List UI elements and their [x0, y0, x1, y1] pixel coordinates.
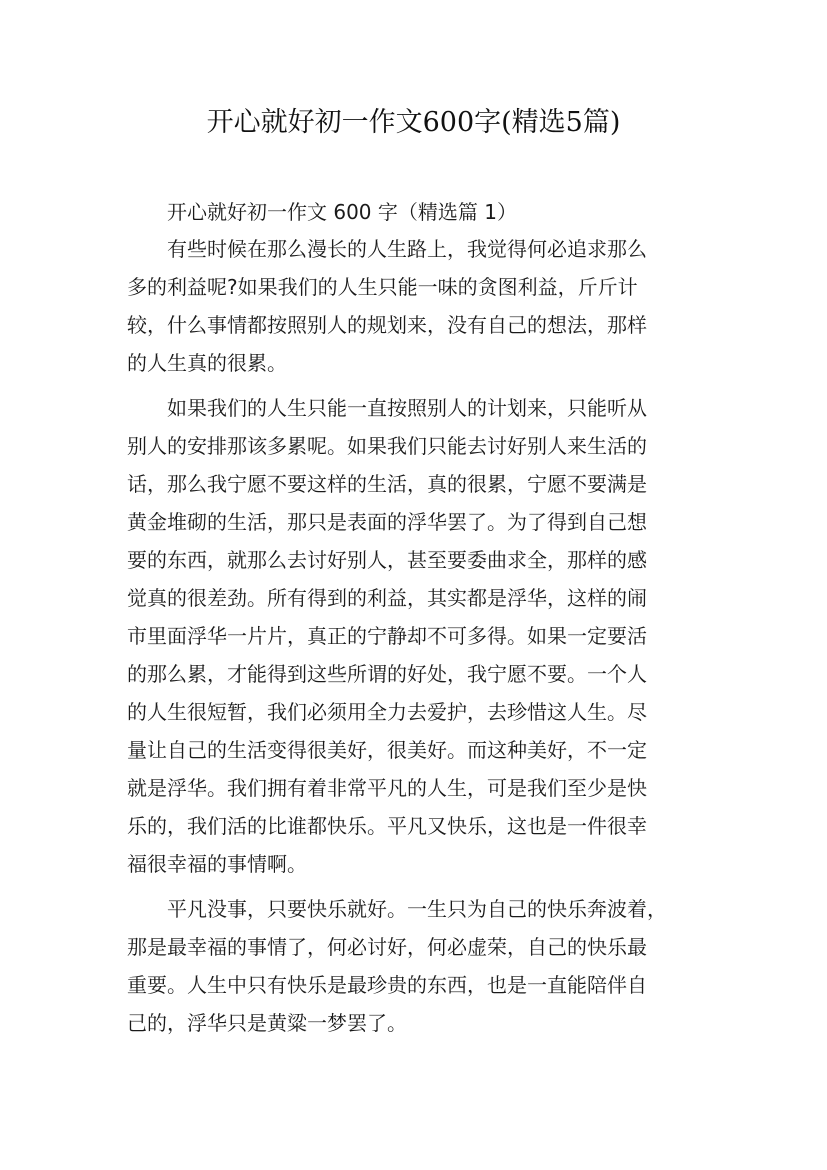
- paragraph-line: 较，什么事情都按照别人的规划来，没有自己的想法，那样: [127, 313, 647, 337]
- paragraph-line: 就是浮华。我们拥有着非常平凡的人生，可是我们至少是快: [127, 776, 647, 800]
- paragraph-line: 重要。人生中只有快乐是最珍贵的东西，也是一直能陪伴自: [127, 973, 647, 997]
- paragraph-line: 那是最幸福的事情了，何必讨好，何必虚荣，自己的快乐最: [127, 935, 647, 959]
- paragraph-line: 平凡没事，只要快乐就好。一生只为自己的快乐奔波着，: [167, 897, 667, 921]
- paragraph-2: [127, 389, 707, 883]
- paragraph-line: 福很幸福的事情啊。: [127, 852, 307, 876]
- paragraph-3: [127, 890, 707, 1042]
- paragraph-line: 市里面浮华一片片，真正的宁静却不可多得。如果一定要活: [127, 624, 647, 648]
- paragraph-line: 多的利益呢?如果我们的人生只能一味的贪图利益，斤斤计: [127, 275, 638, 299]
- paragraph-line: 有些时候在那么漫长的人生路上，我觉得何必追求那么: [167, 237, 647, 261]
- paragraph-line: 觉真的很差劲。所有得到的利益，其实都是浮华，这样的闹: [127, 586, 647, 610]
- section-subtitle: 开心就好初一作文 600 字（精选篇 1）: [167, 200, 517, 224]
- document-title: 开心就好初一作文600字(精选5篇): [206, 107, 621, 138]
- document-body: [127, 194, 707, 1049]
- paragraph-line: 量让自己的生活变得很美好，很美好。而这种美好，不一定: [127, 738, 647, 762]
- paragraph-1: [127, 230, 707, 382]
- paragraph-line: 己的，浮华只是黄粱一梦罢了。: [127, 1011, 407, 1035]
- paragraph-line: 黄金堆砌的生活，那只是表面的浮华罢了。为了得到自己想: [127, 510, 647, 534]
- paragraph-line: 要的东西，就那么去讨好别人，甚至要委曲求全，那样的感: [127, 548, 647, 572]
- paragraph-line: 的人生很短暂，我们必须用全力去爱护，去珍惜这人生。尽: [127, 700, 647, 724]
- paragraph-line: 的那么累，才能得到这些所谓的好处，我宁愿不要。一个人: [127, 662, 647, 686]
- paragraph-line: 乐的，我们活的比谁都快乐。平凡又快乐，这也是一件很幸: [127, 814, 647, 838]
- paragraph-line: 的人生真的很累。: [127, 351, 287, 375]
- paragraph-line: 话，那么我宁愿不要这样的生活，真的很累，宁愿不要满是: [127, 472, 647, 496]
- paragraph-line: 别人的安排那该多累呢。如果我们只能去讨好别人来生活的: [127, 434, 647, 458]
- paragraph-line: 如果我们的人生只能一直按照别人的计划来，只能听从: [167, 396, 647, 420]
